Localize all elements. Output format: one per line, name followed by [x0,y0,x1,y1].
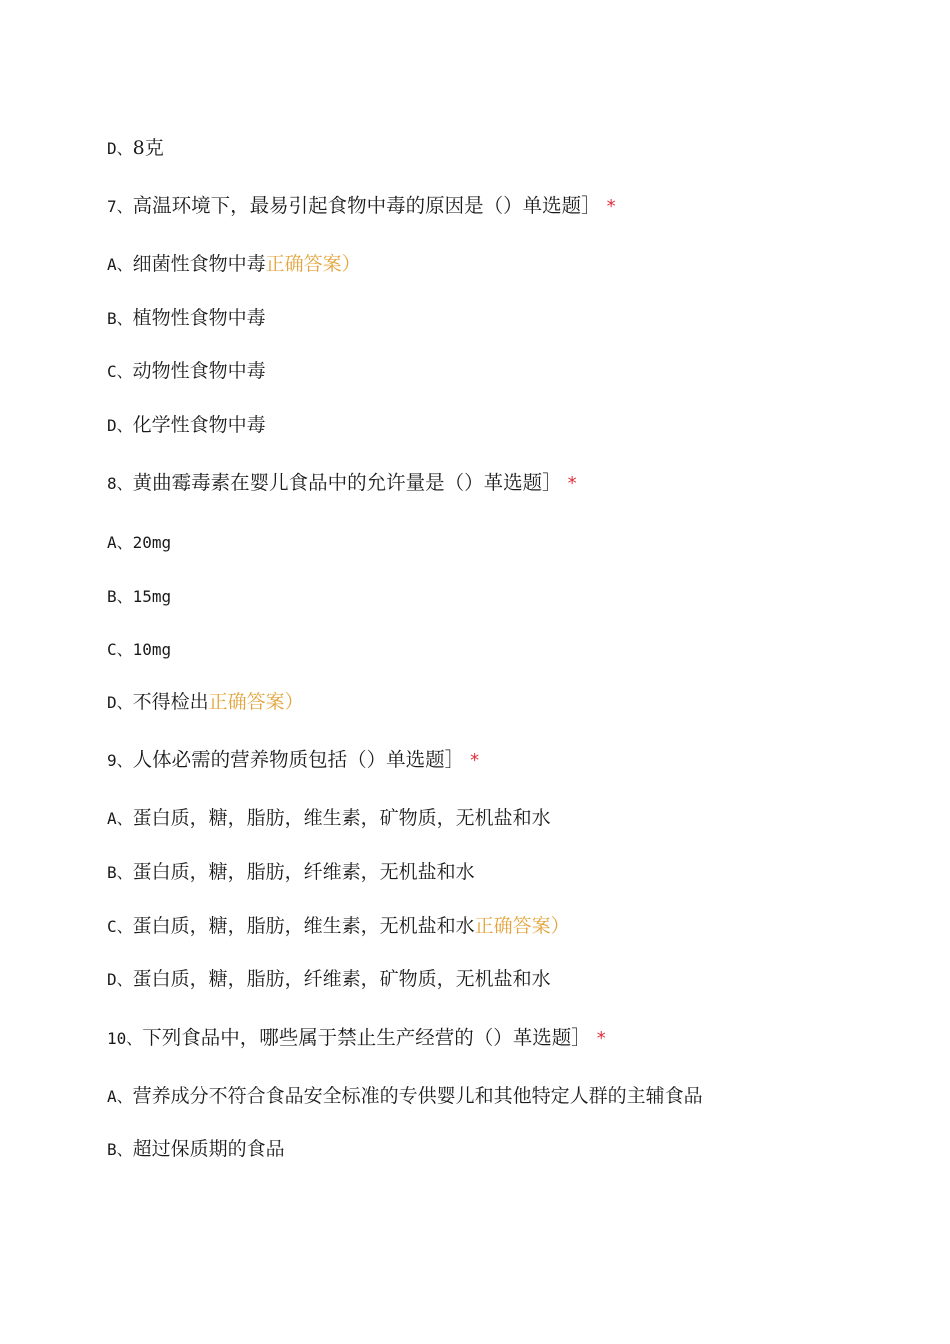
option-7b [107,306,266,331]
option-label: D、 [107,693,133,712]
option-8b [107,584,171,609]
question-number: 7、 [107,197,133,216]
option-label: A、 [107,255,133,274]
option-label: A、 [107,809,133,828]
option-10a [107,1084,703,1109]
option-text: 蛋白质，糖，脂肪，纤维素，矿物质，无机盐和水 [132,968,551,990]
option-9d [107,967,551,992]
question-10 [107,1026,606,1051]
option-label: B、 [107,1140,133,1159]
option-label: C、 [107,362,133,381]
option-8c [107,637,171,662]
question-9 [107,748,479,773]
option-9a [107,806,551,831]
option-7d [107,413,266,438]
option-9c [107,914,570,939]
option-label: D、 [107,139,133,158]
question-text: 高温环境下，最易引起食物中毒的原因是（）单选题］ [132,194,601,217]
correct-answer-mark: 正确答案） [474,915,570,937]
option-text: 蛋白质，糖，脂肪，纤维素，无机盐和水 [132,861,475,883]
option-7a [107,252,361,277]
option-10b [107,1137,285,1162]
option-text: 15mg [132,587,172,606]
option-8a [107,530,171,555]
option-text: 超过保质期的食品 [132,1138,285,1160]
required-star-icon: * [567,473,577,494]
option-text: 细菌性食物中毒 [132,253,266,275]
option-text: 20mg [132,533,172,552]
option-label: C、 [107,917,133,936]
required-star-icon: * [596,1028,606,1049]
option-text: 植物性食物中毒 [132,307,266,329]
option-label: C、 [107,640,133,659]
correct-answer-mark: 正确答案） [265,253,361,275]
option-text: 不得检出 [132,691,209,713]
option-7c [107,359,266,384]
option-text: 蛋白质，糖，脂肪，维生素，无机盐和水 [132,915,475,937]
required-star-icon: * [606,196,616,217]
option-6d [107,136,164,161]
option-text: 化学性食物中毒 [132,414,266,436]
option-label: B、 [107,587,133,606]
option-text: 10mg [132,640,172,659]
option-label: B、 [107,863,133,882]
question-text: 人体必需的营养物质包括（）单选题］ [132,748,465,771]
question-text: 下列食品中，哪些属于禁止生产经营的（）革选题］ [142,1026,591,1049]
correct-answer-mark: 正确答案） [208,691,304,713]
option-label: D、 [107,970,133,989]
option-label: A、 [107,533,133,552]
question-number: 9、 [107,751,133,770]
question-text: 黄曲霉毒素在婴儿食品中的允许量是（）革选题］ [132,471,562,494]
option-text: 8克 [132,137,164,159]
question-7 [107,194,616,219]
option-label: D、 [107,416,133,435]
required-star-icon: * [470,750,480,771]
question-8 [107,471,577,496]
option-text: 蛋白质，糖，脂肪，维生素，矿物质，无机盐和水 [132,807,551,829]
option-9b [107,860,475,885]
question-number: 10、 [107,1029,143,1048]
option-8d [107,690,304,715]
option-text: 动物性食物中毒 [132,360,266,382]
option-text: 营养成分不符合食品安全标准的专供婴儿和其他特定人群的主辅食品 [132,1085,703,1107]
option-label: B、 [107,309,133,328]
question-number: 8、 [107,474,133,493]
option-label: A、 [107,1087,133,1106]
